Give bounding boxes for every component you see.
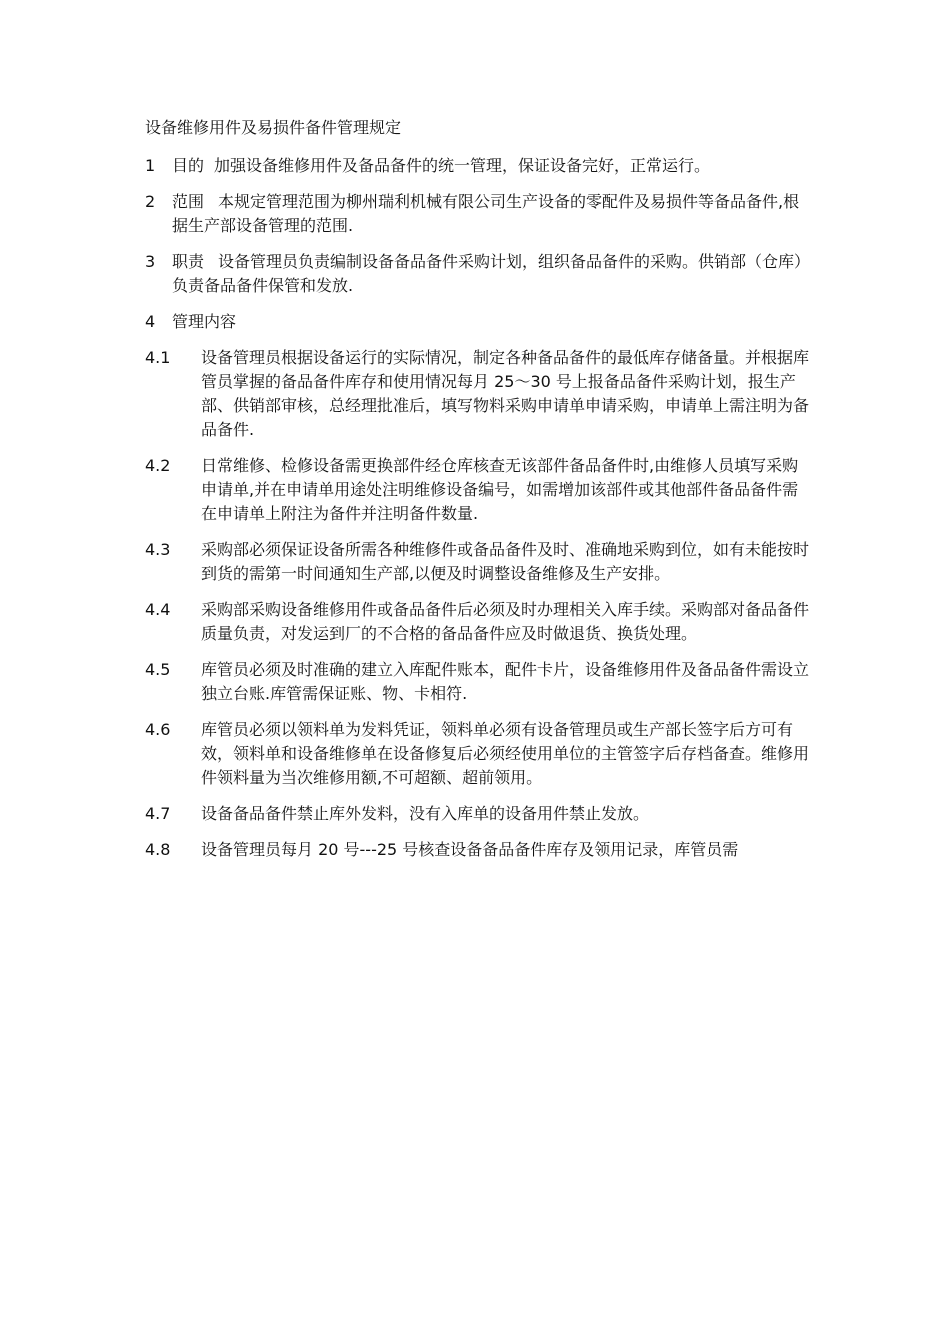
item-number: 4.7 — [145, 804, 171, 823]
item-4-3 — [145, 538, 810, 586]
document-body — [145, 116, 810, 874]
item-4-1 — [145, 346, 810, 442]
section-heading: 范围 — [172, 192, 205, 211]
section-text: 设备管理员负责编制设备备品备件采购计划，组织备品备件的采购。供销部（仓库）负责备品备件保管和发放. — [172, 252, 803, 295]
item-number: 4.4 — [145, 600, 171, 619]
item-4-5 — [145, 658, 810, 706]
item-text: 设备管理员根据设备运行的实际情况，制定各种备品备件的最低库存储备量。并根据库管员掌握的备品备件库存和使用情况每月 25～30 号上报备品备件采购计划，报生产部、供销部审核，总经理批准后，填写物料采购申请单申请采购，申请单上需注明为备品备件. — [201, 348, 810, 439]
item-number: 4.5 — [145, 660, 171, 679]
item-4-7 — [145, 802, 810, 826]
item-4-6 — [145, 718, 810, 790]
item-text: 采购部必须保证设备所需各种维修件或备品备件及时、准确地采购到位，如有未能按时到货的需第一时间通知生产部,以便及时调整设备维修及生产安排。 — [201, 540, 810, 583]
document-title: 设备维修用件及易损件备件管理规定 — [145, 118, 402, 137]
item-4-4 — [145, 598, 810, 646]
item-text: 库管员必须及时准确的建立入库配件账本，配件卡片，设备维修用件及备品备件需设立独立台账.库管需保证账、物、卡相符. — [201, 660, 810, 703]
item-number: 4.8 — [145, 840, 171, 859]
section-heading: 目的 — [172, 156, 205, 175]
item-text: 库管员必须以领料单为发料凭证，领料单必须有设备管理员或生产部长签字后方可有效，领料单和设备维修单在设备修复后必须经使用单位的主管签字后存档备查。维修用件领料量为当次维修用额,不可超额、超前领用。 — [201, 720, 810, 787]
item-text: 设备管理员每月 20 号---25 号核查设备备品备件库存及领用记录，库管员需 — [201, 840, 739, 859]
section-heading: 职责 — [172, 252, 205, 271]
item-number: 4.6 — [145, 720, 171, 739]
section-number: 4 — [145, 312, 156, 331]
item-4-8 — [145, 838, 810, 862]
section-number: 1 — [145, 156, 156, 175]
item-number: 4.2 — [145, 456, 171, 475]
section-number: 2 — [145, 192, 156, 211]
item-number: 4.1 — [145, 348, 171, 367]
item-text: 日常维修、检修设备需更换部件经仓库核查无该部件备品备件时,由维修人员填写采购申请单,并在申请单用途处注明维修设备编号，如需增加该部件或其他部件备品备件需在申请单上附注为备件并注明备件数量. — [201, 456, 799, 523]
item-text: 设备备品备件禁止库外发料，没有入库单的设备用件禁止发放。 — [201, 804, 650, 823]
section-2 — [145, 190, 810, 238]
item-number: 4.3 — [145, 540, 171, 559]
section-number: 3 — [145, 252, 156, 271]
section-1 — [145, 154, 810, 178]
section-heading: 管理内容 — [172, 312, 237, 331]
section-3 — [145, 250, 810, 298]
item-text: 采购部采购设备维修用件或备品备件后必须及时办理相关入库手续。采购部对备品备件质量负责，对发运到厂的不合格的备品备件应及时做退货、换货处理。 — [201, 600, 810, 643]
section-text: 加强设备维修用件及备品备件的统一管理，保证设备完好，正常运行。 — [214, 156, 711, 175]
section-text: 本规定管理范围为柳州瑞利机械有限公司生产设备的零配件及易损件等备品备件,根据生产部设备管理的范围. — [172, 192, 800, 235]
item-4-2 — [145, 454, 810, 526]
section-4 — [145, 310, 810, 334]
